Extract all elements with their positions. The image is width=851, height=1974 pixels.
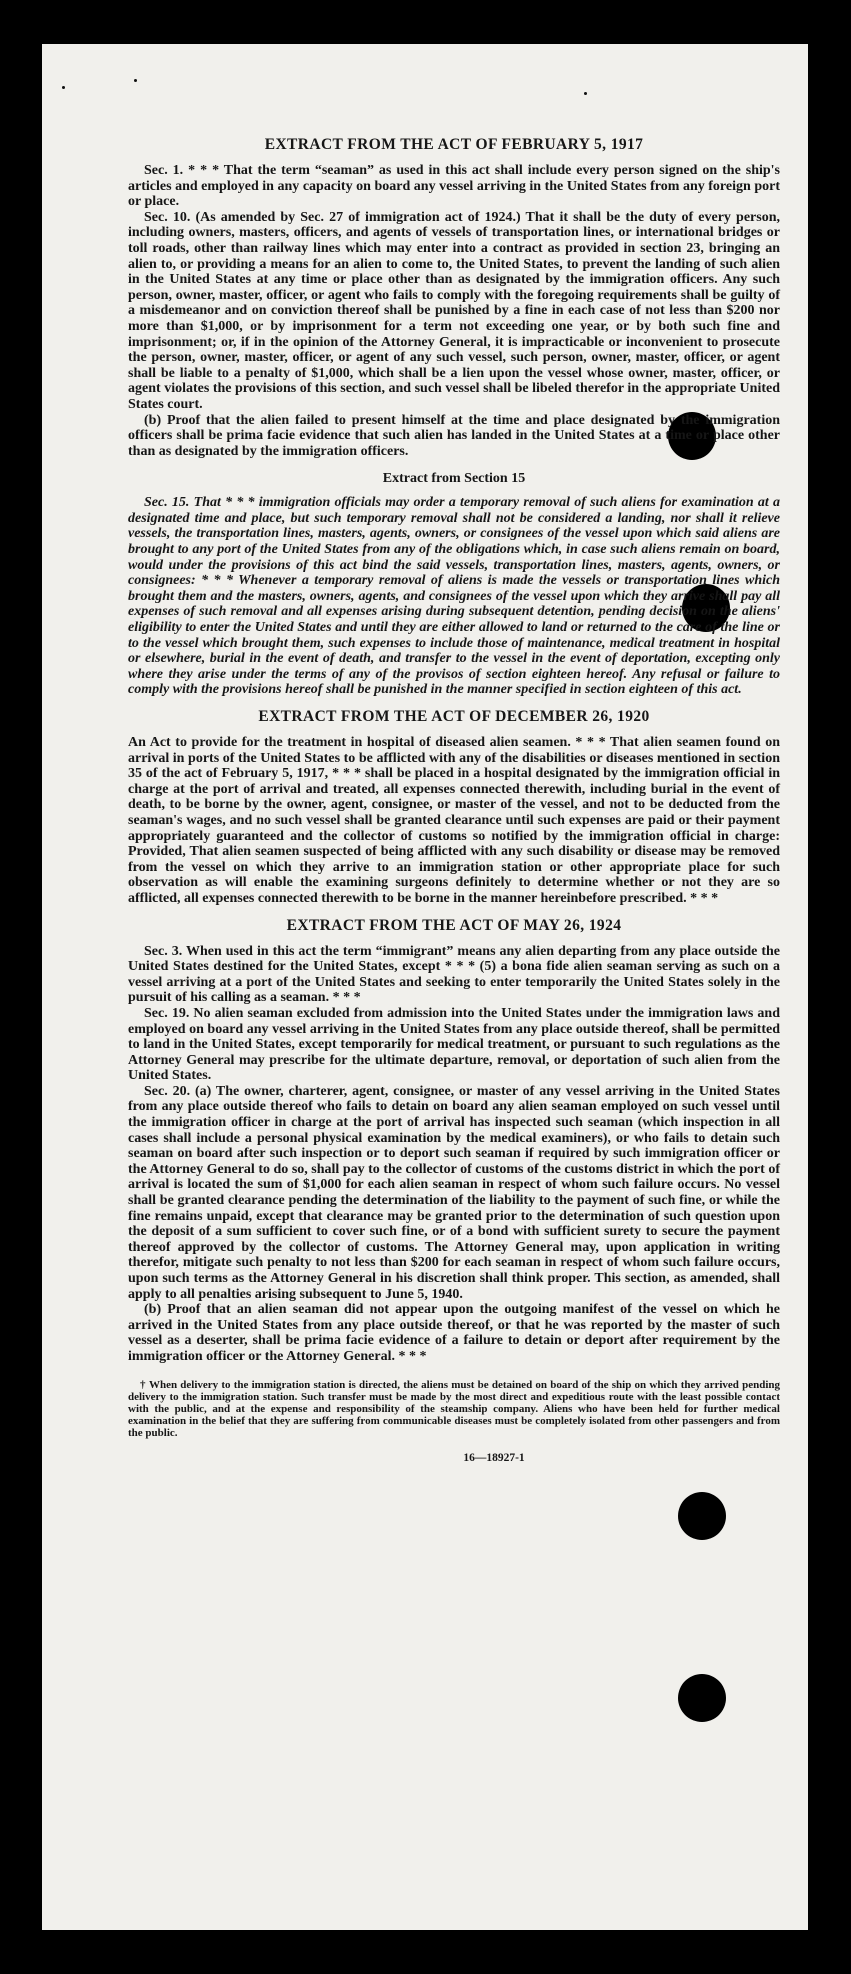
document-page	[42, 44, 808, 1930]
paragraph: Sec. 15. That * * * immigration officials may order a temporary removal of such aliens for examination at a designated time and place, but such temporary removal shall not be considered a landing, nor shall it relieve vessels, the transportation lines, masters, agents, owners, or consignees of the vessel upon which said aliens are brought to any port of the United States from any of the obligations which, in case such aliens remain on board, would under the provisions of this act bind the said vessels, transportation lines, masters, agents, owners, or consignees: * * * Whenever a temporary removal of aliens is made the vessels or transportation lines which brought them and the masters, owners, agents, and consignees of the vessel upon which they arrive shall pay all expenses of such removal and all expenses arising during subsequent detention, pending decision on the aliens' eligibility to enter the United States and until they are either allowed to land or returned to the care of the line or to the vessel which brought them, such expenses to include those of maintenance, medical treatment in hospital or elsewhere, burial in the event of death, and transfer to the vessel in the event of deportation, excepting only where they arise under the terms of any of the provisos of section eighteen hereof. Any refusal or failure to comply with the provisions hereof shall be punished in the manner specified in section eighteen of this act.	[128, 495, 780, 698]
punch-hole	[678, 1492, 726, 1540]
section-heading: EXTRACT FROM THE ACT OF FEBRUARY 5, 1917	[264, 136, 644, 153]
punch-hole	[678, 1674, 726, 1722]
paragraph: (b) Proof that an alien seaman did not appear upon the outgoing manifest of the vessel on which he arrived in the United States from any place outside thereof, or that he was reported by the master of such vessel as a deserter, shall be prima facie evidence of a failure to detain or deport after requirement by the immigration officer or the Attorney General. * * *	[128, 1302, 780, 1364]
section-heading: EXTRACT FROM THE ACT OF DECEMBER 26, 1920	[258, 708, 650, 725]
form-number: 16—18927-1	[463, 1451, 525, 1464]
section-heading: Extract from Section 15	[382, 471, 526, 487]
margin-speck	[134, 79, 137, 82]
paragraph: Sec. 19. No alien seaman excluded from admission into the United States under the immigration laws and employed on board any vessel arriving in the United States from any place outside thereof, shall be permitted to land in the United States, except temporarily for medical treatment, or pursuant to such regulations as the Attorney General may prescribe for the ultimate departure, removal, or deportation of such alien from the United States.	[128, 1005, 780, 1084]
paragraph: Sec. 3. When used in this act the term “immigrant” means any alien departing from any place outside the United States destined for the United States, except * * * (5) a bona fide alien seaman serving as such on a vessel arriving at a port of the United States and seeking to enter temporarily the United States solely in the pursuit of his calling as a seaman. * * *	[128, 943, 780, 1006]
paragraph: Sec. 1. * * * That the term “seaman” as used in this act shall include every person signed on the ship's articles and employed in any capacity on board any vessel arriving in the United States from any foreign port or place.	[128, 163, 780, 210]
footnote: † When delivery to the immigration station is directed, the aliens must be detained on board of the ship on which they arrived pending delivery to the immigration station. Such transfer must be made by the most direct and expeditious route with the least possible contact with the public, and at the expense and responsibility of the steamship company. Aliens who have been held for further medical examination in the belief that they are suffering from communicable diseases must be completely isolated from other passengers and from the public.	[128, 1378, 780, 1440]
paragraph: Sec. 10. (As amended by Sec. 27 of immigration act of 1924.) That it shall be the duty of every person, including owners, masters, officers, and agents of vessels of transportation lines, or international bridges or toll roads, other than railway lines which may enter into a contract as provided in section 23, bringing an alien to, or providing a means for an alien to come to, the United States, to prevent the landing of such alien in the United States at any time or place other than as designated by the immigration officers. Any such person, owner, master, officer, or agent who fails to comply with the foregoing requirements shall be guilty of a misdemeanor and on conviction thereof shall be punished by a fine in each case of not less than $200 nor more than $1,000, or by imprisonment for a term not exceeding one year, or by both such fine and imprisonment; or, if in the opinion of the Attorney General, it is impracticable or inconvenient to prosecute the person, owner, master, officer, or agent of any such vessel, such person, owner, master, officer, or agent shall be liable to a penalty of $1,000, which shall be a lien upon the vessel whose owner, master, officer, or agent violates the provisions of this section, and such vessel shall be libeled therefor in the appropriate United States court.	[128, 209, 780, 412]
margin-speck	[584, 92, 587, 95]
paragraph: (b) Proof that the alien failed to present himself at the time and place designated by the immigration officers shall be prima facie evidence that such alien has landed in the United States at a time or place other than as designated by the immigration officers.	[128, 412, 780, 459]
paragraph: An Act to provide for the treatment in hospital of diseased alien seamen. * * * That alien seamen found on arrival in ports of the United States to be afflicted with any of the disabilities or diseases mentioned in section 35 of the act of February 5, 1917, * * * shall be placed in a hospital designated by the immigration official in charge at the port of arrival and treated, all expenses connected therewith, including burial in the event of death, to be borne by the owner, agent, consignee, or master of the vessel, and not to be deducted from the seaman's wages, and no such vessel shall be granted clearance until such expenses are paid or their payment appropriately guaranteed and the collector of customs so notified by the immigration official in charge: Provided, That alien seamen suspected of being afflicted with any such disability or disease may be removed from the vessel on which they arrive to an immigration station or other appropriate place for such observation as will enable the examining surgeons definitely to determine whether or not they are so afflicted, all expenses connected therewith to be borne in the manner hereinbefore prescribed. * * *	[128, 735, 780, 906]
margin-speck	[62, 86, 65, 89]
document-body	[128, 136, 780, 1464]
paragraph: Sec. 20. (a) The owner, charterer, agent, consignee, or master of any vessel arriving in the United States from any place outside thereof who fails to detain on board any alien seaman employed on such vessel until the immigration officer in charge at the port of arrival has inspected such seaman (which inspection in all cases shall include a personal physical examination by the medical examiners), or who fails to detain such seaman on board after such inspection or to deport such seaman if required by such immigration officer or the Attorney General to do so, shall pay to the collector of customs of the customs district in which the port of arrival is located the sum of $1,000 for each alien seaman in respect of whom such failure occurs. No vessel shall be granted clearance pending the determination of the liability to the payment of such fine, or while the fine remains unpaid, except that clearance may be granted prior to the determination of such question upon the deposit of a sum sufficient to cover such fine, or of a bond with sufficient surety to secure the payment thereof approved by the collector of customs. The Attorney General may, upon application in writing therefor, mitigate such penalty to not less than $200 for each seaman in respect of whom such failure occurs, upon such terms as the Attorney General in his discretion shall think proper. This section, as amended, shall apply to all penalties arising subsequent to June 5, 1940.	[128, 1083, 780, 1302]
section-heading: EXTRACT FROM THE ACT OF MAY 26, 1924	[286, 916, 622, 934]
